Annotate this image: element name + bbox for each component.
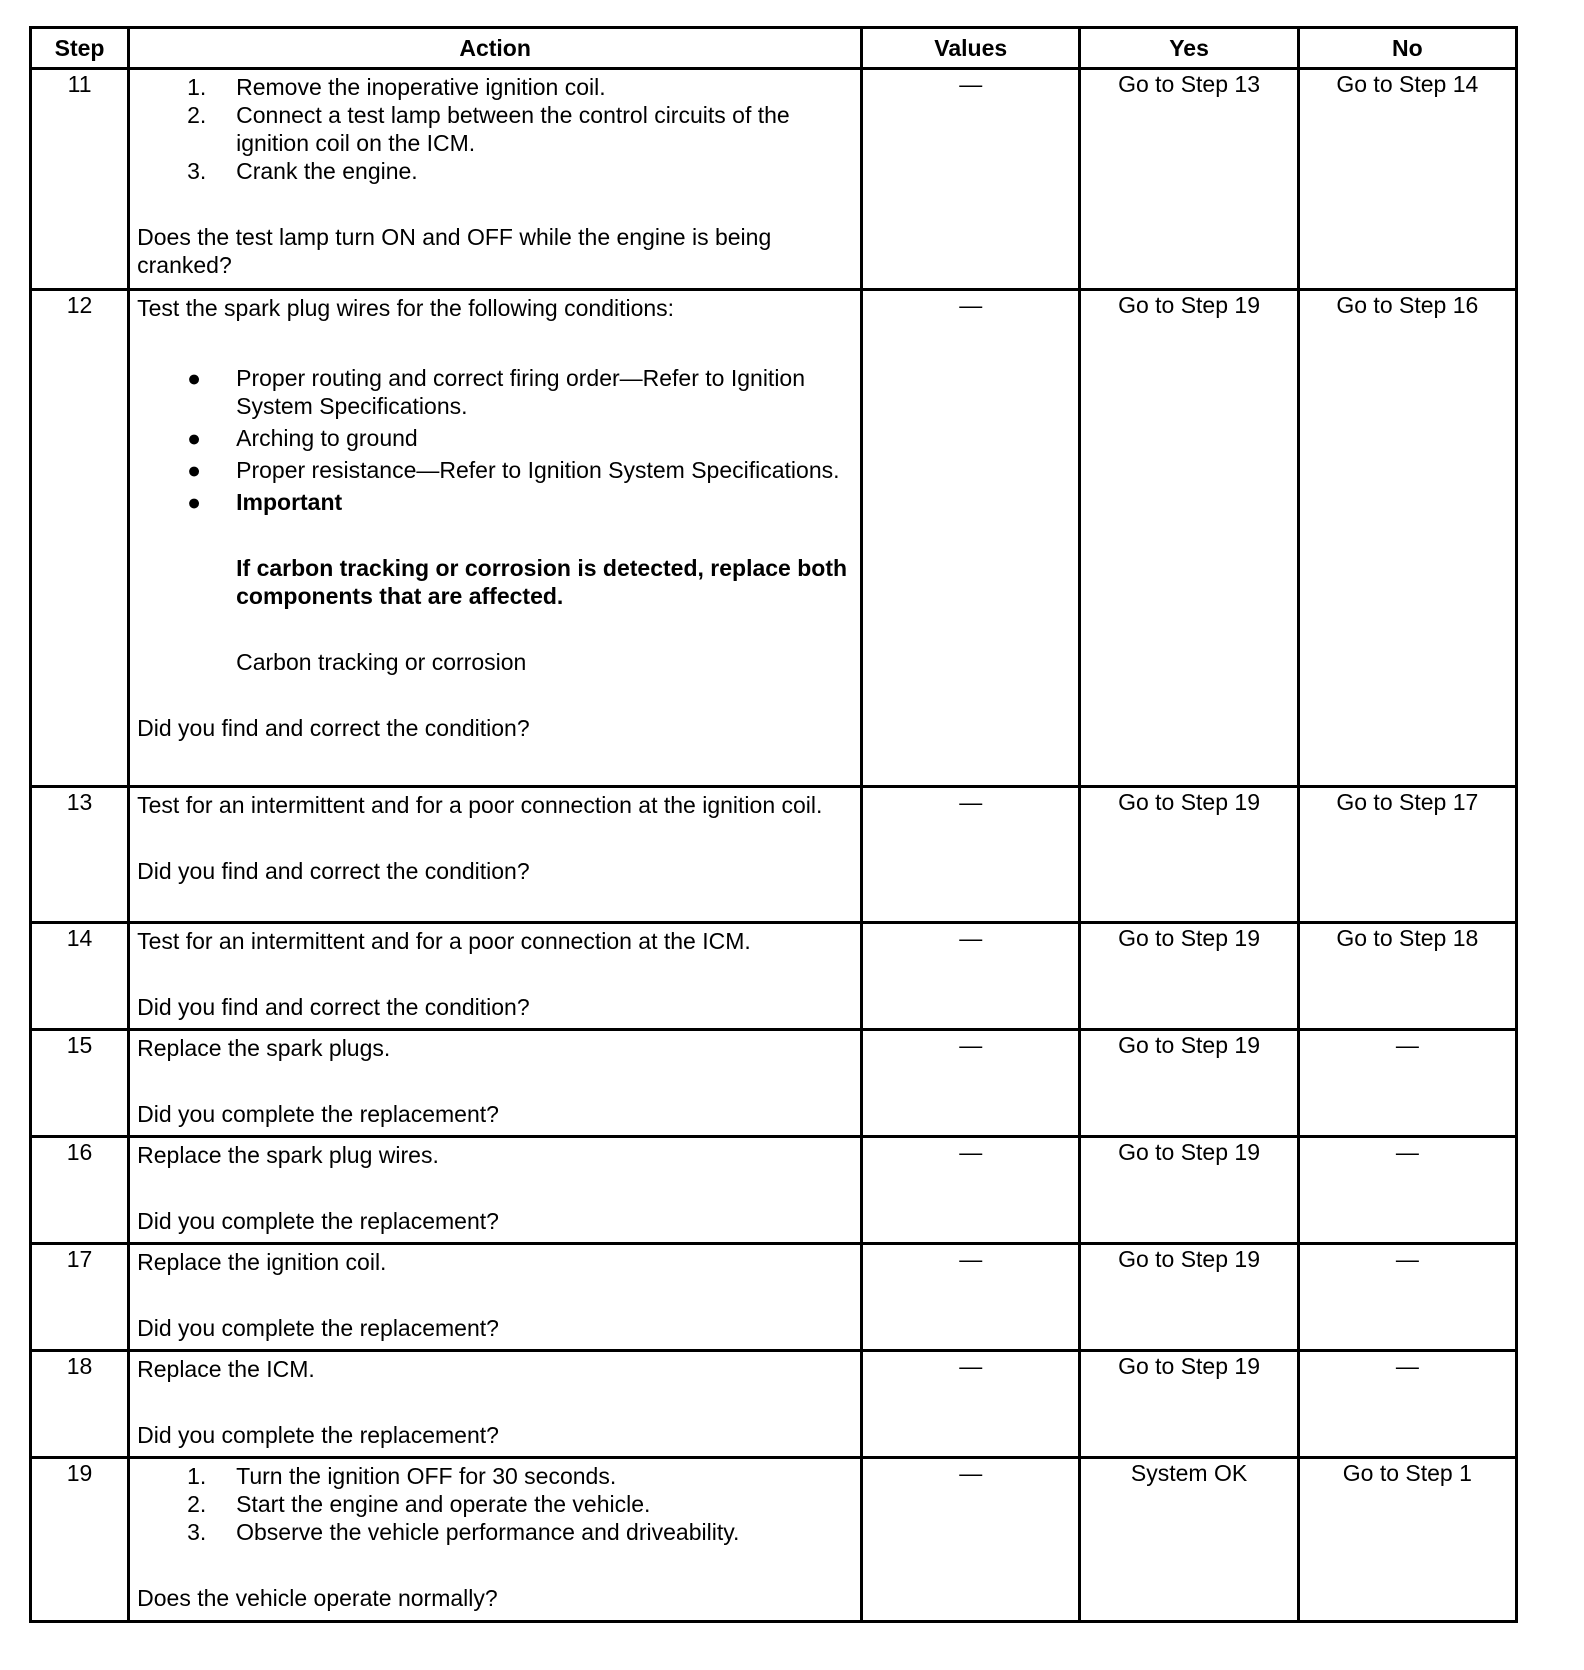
no-cell: — bbox=[1298, 1030, 1516, 1137]
action-cell bbox=[129, 923, 862, 1030]
question-text: Did you find and correct the condition? bbox=[137, 715, 530, 741]
question-text: Did you complete the replacement? bbox=[137, 1101, 499, 1127]
table-row bbox=[31, 1244, 1517, 1351]
table-row bbox=[31, 290, 1517, 787]
question-text: Did you complete the replacement? bbox=[137, 1422, 499, 1448]
list-item: 2. Start the engine and operate the vehicle. bbox=[187, 1491, 651, 1517]
header-row bbox=[31, 28, 1517, 69]
list-item: 2. Connect a test lamp between the control circuits of the ignition coil on the ICM. bbox=[187, 102, 790, 156]
action-cell bbox=[129, 290, 862, 787]
instruction-text: Test for an intermittent and for a poor connection at the ICM. bbox=[137, 928, 751, 954]
header-step: Step bbox=[31, 28, 129, 69]
intro-text: Test the spark plug wires for the following conditions: bbox=[137, 295, 675, 321]
values-cell: — bbox=[862, 787, 1080, 923]
question-text: Does the vehicle operate normally? bbox=[137, 1585, 498, 1611]
question-text: Did you complete the replacement? bbox=[137, 1208, 499, 1234]
table-row bbox=[31, 1030, 1517, 1137]
numbered-list bbox=[137, 73, 852, 185]
list-item: ● Arching to ground bbox=[187, 425, 418, 451]
step-number: 11 bbox=[31, 69, 129, 290]
yes-cell: Go to Step 19 bbox=[1080, 1137, 1298, 1244]
table-row bbox=[31, 1351, 1517, 1458]
numbered-list bbox=[137, 1462, 852, 1546]
instruction-text: Replace the ICM. bbox=[137, 1356, 315, 1382]
yes-cell: Go to Step 19 bbox=[1080, 290, 1298, 787]
values-cell: — bbox=[862, 1351, 1080, 1458]
question-text: Did you find and correct the condition? bbox=[137, 994, 530, 1020]
table-row bbox=[31, 1137, 1517, 1244]
no-cell: — bbox=[1298, 1351, 1516, 1458]
action-cell bbox=[129, 1351, 862, 1458]
list-item: 1. Turn the ignition OFF for 30 seconds. bbox=[187, 1463, 617, 1489]
yes-cell: Go to Step 19 bbox=[1080, 787, 1298, 923]
action-cell bbox=[129, 1244, 862, 1351]
no-cell: Go to Step 17 bbox=[1298, 787, 1516, 923]
table-row bbox=[31, 69, 1517, 290]
action-cell bbox=[129, 1137, 862, 1244]
step-number: 16 bbox=[31, 1137, 129, 1244]
action-cell bbox=[129, 787, 862, 923]
values-cell: — bbox=[862, 1137, 1080, 1244]
yes-cell: Go to Step 19 bbox=[1080, 1351, 1298, 1458]
no-cell: Go to Step 16 bbox=[1298, 290, 1516, 787]
values-cell: — bbox=[862, 1244, 1080, 1351]
yes-cell: System OK bbox=[1080, 1458, 1298, 1622]
values-cell: — bbox=[862, 923, 1080, 1030]
question-text: Does the test lamp turn ON and OFF while the engine is being cranked? bbox=[137, 224, 772, 278]
note-text: Carbon tracking or corrosion bbox=[236, 649, 527, 675]
list-item: 3. Observe the vehicle performance and driveability. bbox=[187, 1519, 740, 1545]
yes-cell: Go to Step 13 bbox=[1080, 69, 1298, 290]
step-number: 15 bbox=[31, 1030, 129, 1137]
step-number: 17 bbox=[31, 1244, 129, 1351]
header-no: No bbox=[1298, 28, 1516, 69]
instruction-text: Replace the spark plug wires. bbox=[137, 1142, 439, 1168]
instruction-text: Replace the spark plugs. bbox=[137, 1035, 391, 1061]
header-values: Values bbox=[862, 28, 1080, 69]
diagnostic-table bbox=[29, 26, 1518, 1623]
no-cell: — bbox=[1298, 1137, 1516, 1244]
no-cell: Go to Step 1 bbox=[1298, 1458, 1516, 1622]
header-yes: Yes bbox=[1080, 28, 1298, 69]
list-item: 3. Crank the engine. bbox=[187, 158, 418, 184]
step-number: 19 bbox=[31, 1458, 129, 1622]
no-cell: Go to Step 14 bbox=[1298, 69, 1516, 290]
table-row bbox=[31, 1458, 1517, 1622]
table-row bbox=[31, 787, 1517, 923]
step-number: 18 bbox=[31, 1351, 129, 1458]
values-cell: — bbox=[862, 290, 1080, 787]
table-row bbox=[31, 923, 1517, 1030]
step-number: 12 bbox=[31, 290, 129, 787]
values-cell: — bbox=[862, 1030, 1080, 1137]
question-text: Did you complete the replacement? bbox=[137, 1315, 499, 1341]
action-cell bbox=[129, 1458, 862, 1622]
no-cell: Go to Step 18 bbox=[1298, 923, 1516, 1030]
header-action: Action bbox=[129, 28, 862, 69]
bullet-list bbox=[137, 364, 852, 516]
list-item: 1. Remove the inoperative ignition coil. bbox=[187, 74, 606, 100]
no-cell: — bbox=[1298, 1244, 1516, 1351]
values-cell: — bbox=[862, 1458, 1080, 1622]
list-item: ● Proper resistance—Refer to Ignition System Specifications. bbox=[187, 457, 840, 483]
step-number: 13 bbox=[31, 787, 129, 923]
values-cell: — bbox=[862, 69, 1080, 290]
action-cell bbox=[129, 1030, 862, 1137]
step-number: 14 bbox=[31, 923, 129, 1030]
instruction-text: Replace the ignition coil. bbox=[137, 1249, 387, 1275]
list-item: ● Proper routing and correct firing order—Refer to Ignition System Specifications. bbox=[187, 365, 806, 419]
list-item: ● Important bbox=[187, 489, 343, 515]
question-text: Did you find and correct the condition? bbox=[137, 858, 530, 884]
yes-cell: Go to Step 19 bbox=[1080, 1244, 1298, 1351]
action-cell bbox=[129, 69, 862, 290]
important-text: If carbon tracking or corrosion is detected, replace both components that are affected. bbox=[236, 555, 848, 609]
yes-cell: Go to Step 19 bbox=[1080, 1030, 1298, 1137]
instruction-text: Test for an intermittent and for a poor connection at the ignition coil. bbox=[137, 792, 823, 818]
yes-cell: Go to Step 19 bbox=[1080, 923, 1298, 1030]
